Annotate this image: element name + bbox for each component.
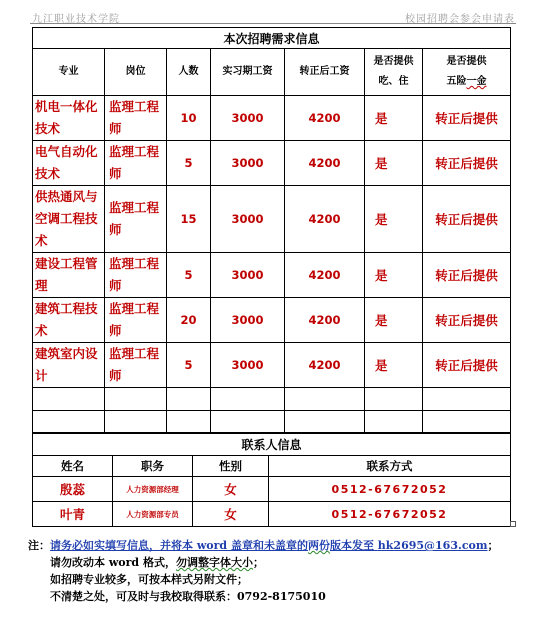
header-count: 人数 <box>167 49 211 96</box>
table-row <box>33 186 511 253</box>
header-regular-salary: 转正后工资 <box>285 49 365 96</box>
contact-job: 人力资源部专员 <box>113 502 193 527</box>
note-line1-c: 版本发至 <box>329 539 378 552</box>
contact-header-job: 职务 <box>113 456 193 477</box>
header-board-line2: 吃、住 <box>378 76 409 87</box>
recruitment-title: 本次招聘需求信息 <box>33 28 511 49</box>
position-cell: 监理工程 师 <box>105 141 167 186</box>
contact-header-name: 姓名 <box>33 456 113 477</box>
email-link[interactable]: hk2695@163.com <box>377 539 488 552</box>
regular-salary-cell: 4200 <box>285 253 365 298</box>
intern-salary-cell: 3000 <box>211 253 285 298</box>
table-row <box>33 298 511 343</box>
major-cell: 机电一体化 技术 <box>33 96 105 141</box>
recruitment-table <box>32 27 511 434</box>
position-cell: 监理工程 师 <box>105 96 167 141</box>
major-cell: 供热通风与 空调工程技 术 <box>33 186 105 253</box>
major-cell: 电气自动化 技术 <box>33 141 105 186</box>
header-insurance-line2-a: 五险 <box>446 76 467 87</box>
major-cell: 建筑室内设 计 <box>33 343 105 388</box>
insurance-cell: 转正后提供 <box>423 343 511 388</box>
board-cell: 是 <box>365 343 423 388</box>
note-line1-b: 两份 <box>307 539 330 552</box>
insurance-cell: 转正后提供 <box>423 253 511 298</box>
header-insurance-line2-b: 一金 <box>466 76 487 87</box>
header-board <box>365 49 423 96</box>
contact-table <box>32 432 511 527</box>
contact-header-gender: 性别 <box>193 456 269 477</box>
regular-salary-cell: 4200 <box>285 141 365 186</box>
position-cell: 监理工程 师 <box>105 298 167 343</box>
insurance-cell: 转正后提供 <box>423 186 511 253</box>
count-cell: 5 <box>167 253 211 298</box>
board-cell: 是 <box>365 253 423 298</box>
note-line-3: 如招聘专业较多，可按本样式另附文件； <box>50 573 248 586</box>
table-row <box>33 141 511 186</box>
empty-row <box>33 411 511 434</box>
board-cell: 是 <box>365 298 423 343</box>
regular-salary-cell: 4200 <box>285 343 365 388</box>
note-line-1 <box>28 537 533 554</box>
header-major: 专业 <box>33 49 105 96</box>
note-line-2 <box>28 554 533 571</box>
header-insurance <box>423 49 511 96</box>
table-row <box>33 477 511 502</box>
regular-salary-cell: 4200 <box>285 96 365 141</box>
position-cell: 监理工程 师 <box>105 186 167 253</box>
major-cell: 建设工程管 理 <box>33 253 105 298</box>
contact-phone: 0512-67672052 <box>269 502 511 527</box>
note-line2-a: 请勿改动本 word 格式， <box>50 556 176 569</box>
table-row <box>33 96 511 141</box>
intern-salary-cell: 3000 <box>211 96 285 141</box>
insurance-cell: 转正后提供 <box>423 141 511 186</box>
table-row <box>33 253 511 298</box>
header-board-line1: 是否提供 <box>373 56 414 67</box>
contact-gender: 女 <box>193 477 269 502</box>
board-cell: 是 <box>365 186 423 253</box>
position-cell: 监理工程 师 <box>105 343 167 388</box>
contact-job: 人力资源部经理 <box>113 477 193 502</box>
header-insurance-line2 <box>423 72 510 92</box>
board-cell: 是 <box>365 96 423 141</box>
page-header-left: 九江职业技术学院 <box>32 14 120 25</box>
count-cell: 5 <box>167 141 211 186</box>
table-resize-handle[interactable] <box>510 521 516 527</box>
insurance-cell: 转正后提供 <box>423 96 511 141</box>
header-intern-salary: 实习期工资 <box>211 49 285 96</box>
empty-row <box>33 388 511 411</box>
intern-salary-cell: 3000 <box>211 298 285 343</box>
header-position: 岗位 <box>105 49 167 96</box>
count-cell: 15 <box>167 186 211 253</box>
regular-salary-cell: 4200 <box>285 186 365 253</box>
page-header-right: 校园招聘会参会申请表 <box>405 14 515 25</box>
contact-name: 殷蕊 <box>33 477 113 502</box>
note-label: 注： <box>28 539 50 552</box>
note-line-4: 不清楚之处，可及时与我校取得联系：0792-8175010 <box>50 590 326 603</box>
major-cell: 建筑工程技 术 <box>33 298 105 343</box>
header-divider <box>30 23 516 24</box>
contact-header-phone: 联系方式 <box>269 456 511 477</box>
count-cell: 5 <box>167 343 211 388</box>
contact-name: 叶青 <box>33 502 113 527</box>
note-line1-end: ； <box>487 539 499 552</box>
table-row <box>33 502 511 527</box>
position-cell: 监理工程 师 <box>105 253 167 298</box>
contact-title: 联系人信息 <box>33 433 511 456</box>
insurance-cell: 转正后提供 <box>423 298 511 343</box>
note-line2-b: 勿调整字体大小 <box>175 556 253 569</box>
contact-phone: 0512-67672052 <box>269 477 511 502</box>
note-line1-a: 请务必如实填写信息，并将本 word 盖章和未盖章的 <box>50 539 308 552</box>
note-line2-end: ； <box>252 556 264 569</box>
contact-gender: 女 <box>193 502 269 527</box>
header-insurance-line1: 是否提供 <box>446 56 487 67</box>
intern-salary-cell: 3000 <box>211 141 285 186</box>
intern-salary-cell: 3000 <box>211 186 285 253</box>
regular-salary-cell: 4200 <box>285 298 365 343</box>
count-cell: 20 <box>167 298 211 343</box>
notes-section <box>28 537 533 605</box>
table-row <box>33 343 511 388</box>
count-cell: 10 <box>167 96 211 141</box>
intern-salary-cell: 3000 <box>211 343 285 388</box>
board-cell: 是 <box>365 141 423 186</box>
